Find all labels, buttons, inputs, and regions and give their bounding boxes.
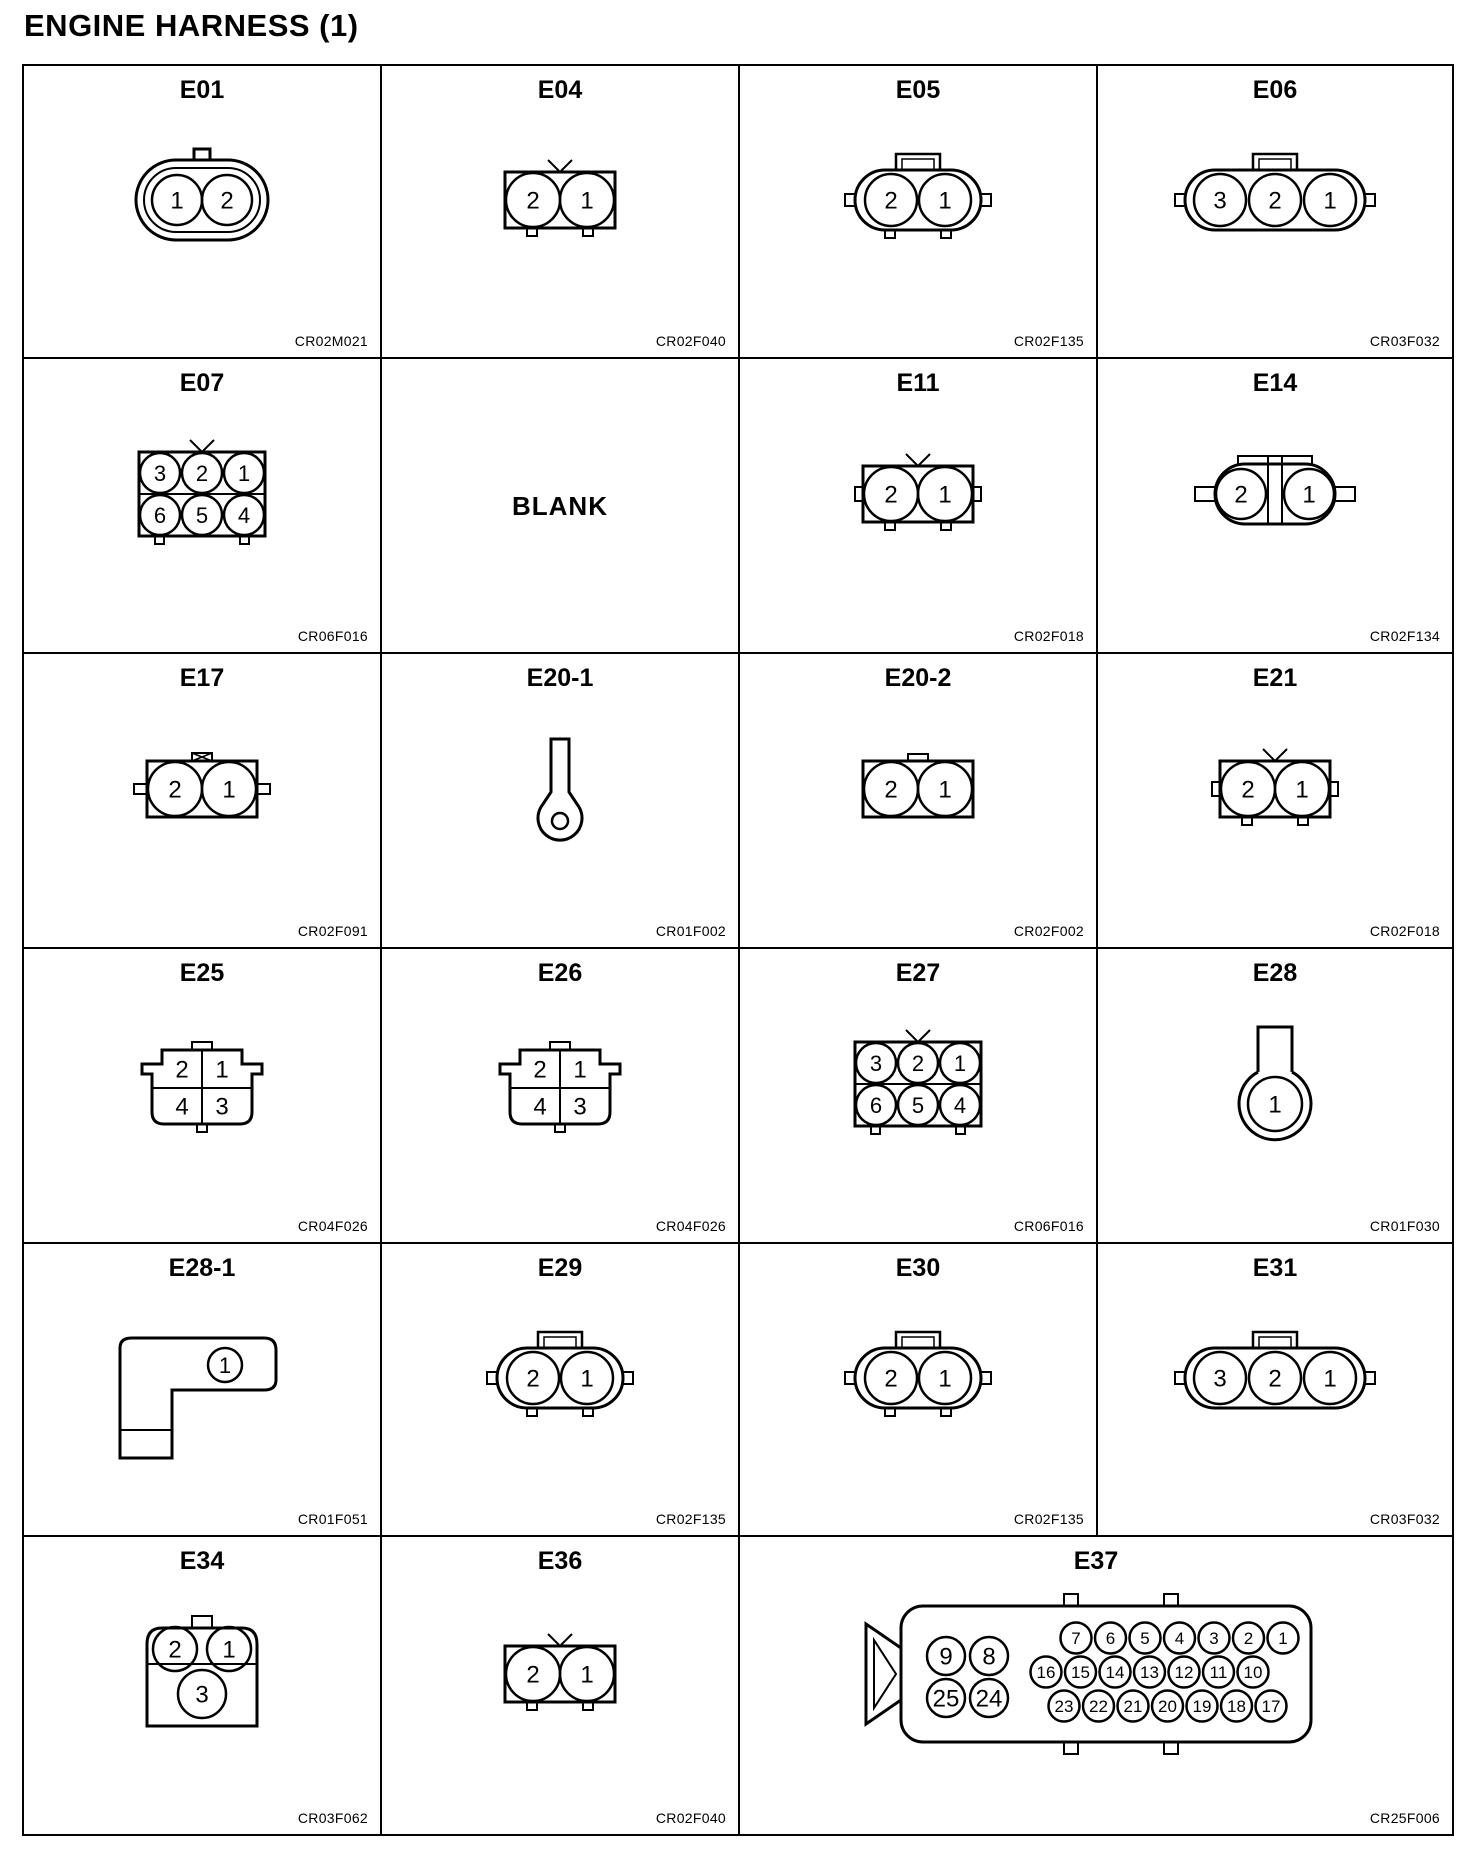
side-ear: [134, 784, 147, 794]
pin-number: 4: [1174, 1628, 1185, 1648]
connector-code: CR06F016: [1013, 1218, 1084, 1234]
connector-diagram: [1098, 1278, 1452, 1478]
side-ear: [1335, 487, 1355, 501]
connector-name: E21: [1252, 664, 1298, 692]
connector-drawing: [1175, 154, 1375, 230]
connector-cell: [382, 1537, 740, 1834]
pin-number: 2: [911, 1050, 925, 1076]
connector-cell: [1098, 949, 1452, 1244]
connector-code: CR02F134: [1369, 628, 1440, 644]
pin-number: 11: [1209, 1662, 1228, 1682]
pin-number: 25: [932, 1685, 960, 1713]
pin-number: 23: [1054, 1696, 1074, 1716]
pin-number: 2: [168, 776, 182, 804]
connector-drawing: [134, 753, 270, 817]
pin-number: 2: [884, 776, 898, 804]
connector-name: E31: [1252, 1254, 1298, 1282]
connector-code: CR04F026: [297, 1218, 368, 1234]
connector-diagram: [382, 984, 740, 1184]
pin-number: 1: [1323, 187, 1337, 215]
connector-diagram: [382, 1278, 740, 1478]
connector-name: E27: [895, 959, 941, 987]
key-mark: [548, 1634, 572, 1646]
connector-code: CR03F032: [1369, 333, 1440, 349]
pin-number: 20: [1158, 1696, 1177, 1716]
connector-cell: [382, 654, 740, 949]
pin-number: 1: [580, 187, 594, 215]
connector-drawing: [855, 454, 981, 530]
pin-number: 13: [1140, 1662, 1159, 1682]
pin-number: 1: [1323, 1365, 1337, 1393]
pin-number: 9: [939, 1643, 953, 1671]
connector-name: E14: [1252, 369, 1298, 397]
pin-number: 12: [1174, 1662, 1194, 1682]
connector-drawing: [487, 1332, 633, 1416]
connector-cell: [24, 1537, 382, 1834]
connector-drawing: [866, 1594, 1311, 1754]
pin-number: 1: [938, 187, 952, 215]
pin-number: 2: [220, 187, 234, 215]
pin-number: 2: [1268, 1365, 1282, 1393]
pin-number: 1: [573, 1056, 587, 1084]
connector-name: E28: [1252, 959, 1298, 987]
connector-name: E29: [537, 1254, 583, 1282]
connector-diagram: [24, 100, 382, 300]
connector-diagram: [1098, 689, 1452, 889]
pin-number: 1: [1268, 1091, 1282, 1119]
locking-tab: [1164, 1594, 1178, 1606]
pin-number: 19: [1192, 1696, 1212, 1716]
pin-number: 3: [573, 1093, 587, 1121]
blank-label: BLANK: [512, 490, 608, 521]
connector-diagram: [382, 100, 740, 300]
connector-cell: [24, 66, 382, 359]
connector-cell: [740, 359, 1098, 654]
connector-code: CR01F002: [655, 923, 726, 939]
connector-cell: [740, 66, 1098, 359]
connector-name: E28-1: [168, 1254, 236, 1282]
connector-name: E06: [1252, 76, 1298, 104]
pin-number: 4: [175, 1093, 189, 1121]
connector-name: E01: [179, 76, 225, 104]
connector-code: CR02M021: [294, 333, 368, 349]
connector-drawing: [120, 1338, 276, 1458]
pin-number: 3: [1209, 1628, 1219, 1648]
connector-cell: [24, 654, 382, 949]
pin-number: 1: [218, 1352, 232, 1378]
pin-number: 3: [1213, 187, 1227, 215]
pin-number: 2: [526, 1365, 540, 1393]
locking-tab: [1064, 1594, 1078, 1606]
pin-number: 3: [195, 1681, 209, 1709]
connector-drawing: [505, 1634, 615, 1710]
pin-number: 1: [170, 187, 184, 215]
pin-number: 3: [215, 1093, 229, 1121]
connector-drawing: [1175, 1332, 1375, 1408]
key-mark: [548, 160, 572, 172]
locking-tab: [1064, 1742, 1078, 1754]
connector-name: E36: [537, 1547, 583, 1575]
connector-cell: [1098, 654, 1452, 949]
connector-name: E30: [895, 1254, 941, 1282]
connector-name: E11: [896, 369, 940, 397]
connector-code: CR25F006: [1369, 1810, 1440, 1826]
pin-number: 3: [869, 1050, 883, 1076]
page-title: ENGINE HARNESS (1): [24, 8, 359, 43]
pin-number: 2: [168, 1636, 182, 1664]
pin-number: 4: [533, 1093, 547, 1121]
pin-number: 15: [1071, 1662, 1090, 1682]
connector-name: E20-1: [526, 664, 594, 692]
latch-inner: [1259, 1337, 1291, 1348]
connector-drawing: [855, 1030, 981, 1134]
connector-drawing: [505, 160, 615, 236]
connector-diagram: [24, 689, 382, 889]
connector-code: CR02F002: [1013, 923, 1084, 939]
latch-inner: [1259, 159, 1291, 170]
pin-number: 1: [1302, 481, 1316, 509]
pin-number: 1: [237, 460, 251, 486]
side-ear: [257, 784, 270, 794]
connector-name: E17: [179, 664, 225, 692]
connector-diagram: [856, 1574, 1336, 1774]
pin-number: 2: [884, 481, 898, 509]
pin-number: 24: [975, 1685, 1003, 1713]
pin-number: 4: [953, 1092, 967, 1118]
ring-terminal: [538, 739, 582, 840]
connector-drawing: [845, 1332, 991, 1416]
connector-drawing: [1239, 1027, 1311, 1140]
connector-diagram: [24, 394, 382, 594]
connector-code: CR03F032: [1369, 1511, 1440, 1527]
pin-number: 2: [526, 187, 540, 215]
latch-tab: [194, 149, 210, 160]
pin-number: 2: [533, 1056, 547, 1084]
pin-number: 1: [215, 1056, 229, 1084]
connector-name: E20-2: [884, 664, 952, 692]
connector-cell: [382, 949, 740, 1244]
latch-inner: [544, 1337, 576, 1348]
connector-cell: [24, 949, 382, 1244]
pin-number: 1: [222, 1636, 236, 1664]
pin-number: 2: [1241, 776, 1255, 804]
center-divider: [1268, 456, 1282, 524]
connector-name: E07: [179, 369, 225, 397]
connector-diagram: [382, 1574, 740, 1774]
guide-arrow: [874, 1640, 896, 1708]
connector-name: E05: [895, 76, 941, 104]
connector-diagram: [1098, 394, 1452, 594]
connector-code: CR06F016: [297, 628, 368, 644]
pin-number: 6: [869, 1092, 883, 1118]
pin-number: 1: [938, 776, 952, 804]
pin-number: 10: [1243, 1662, 1263, 1682]
pin-number: 2: [195, 460, 209, 486]
key-mark: [906, 454, 930, 466]
pin-number: 17: [1261, 1696, 1281, 1716]
connector-code: CR01F030: [1369, 1218, 1440, 1234]
connector-cell: [1098, 66, 1452, 359]
connector-diagram: [382, 689, 740, 889]
pin-number: 14: [1105, 1662, 1125, 1682]
connector-cell: [24, 359, 382, 654]
connector-diagram: [1098, 100, 1452, 300]
connector-cell: [740, 1244, 1098, 1537]
connector-cell: [1098, 359, 1452, 654]
pin-number: 2: [526, 1661, 540, 1689]
connector-drawing: [139, 440, 265, 544]
connector-name: E34: [179, 1547, 225, 1575]
connector-drawing: [538, 739, 582, 840]
pin-number: 7: [1071, 1628, 1081, 1648]
pin-number: 1: [1295, 776, 1309, 804]
connector-diagram: [740, 984, 1098, 1184]
pin-number: 8: [982, 1643, 996, 1671]
connector-code: CR02F018: [1369, 923, 1440, 939]
pin-number: 1: [580, 1365, 594, 1393]
pin-number: 16: [1036, 1662, 1056, 1682]
connector-diagram: [740, 394, 1098, 594]
connector-drawing: [500, 1042, 620, 1132]
connector-cell: [382, 359, 740, 654]
pin-number: 2: [884, 187, 898, 215]
connector-diagram: [740, 1278, 1098, 1478]
connector-cell: [740, 654, 1098, 949]
ring-hole: [552, 813, 568, 829]
connector-drawing: [845, 154, 991, 238]
key-mark: [906, 1030, 930, 1042]
connector-shell: [120, 1338, 276, 1458]
connector-drawing: [147, 1616, 257, 1726]
connector-code: CR02F040: [655, 333, 726, 349]
connector-drawing: [1195, 456, 1355, 524]
connector-name: E37: [1073, 1547, 1119, 1575]
pin-number: 2: [884, 1365, 898, 1393]
pin-number: 5: [1140, 1628, 1150, 1648]
connector-diagram: [24, 1574, 382, 1774]
pin-number: 1: [222, 776, 236, 804]
connector-code: CR02F091: [297, 923, 368, 939]
connector-name: E26: [537, 959, 583, 987]
connector-diagram: [1098, 984, 1452, 1184]
pin-number: 5: [195, 502, 209, 528]
connector-code: CR02F040: [655, 1810, 726, 1826]
pin-number: 2: [1234, 481, 1248, 509]
pin-number: 1: [938, 481, 952, 509]
connector-cell: [740, 1537, 1452, 1834]
key-mark: [1263, 749, 1287, 761]
locking-tab: [1164, 1742, 1178, 1754]
connector-diagram: [24, 984, 382, 1184]
pin-number: 4: [237, 502, 251, 528]
connector-drawing: [1212, 749, 1338, 825]
pin-number: 1: [953, 1050, 967, 1076]
connector-code: CR02F135: [655, 1511, 726, 1527]
connector-drawing: [142, 1042, 262, 1132]
connector-drawing: [863, 754, 973, 817]
latch-tab: [192, 1616, 212, 1628]
connector-diagram: [24, 1278, 382, 1478]
pin-number: 2: [175, 1056, 189, 1084]
latch-inner: [902, 159, 934, 170]
connector-shell: [147, 1628, 257, 1726]
connector-code: CR02F018: [1013, 628, 1084, 644]
pin-number: 1: [938, 1365, 952, 1393]
connector-shell: [1215, 464, 1335, 524]
pin-number: 1: [580, 1661, 594, 1689]
pin-number: 21: [1123, 1696, 1143, 1716]
connector-cell: [740, 949, 1098, 1244]
pin-number: 2: [1243, 1628, 1254, 1648]
connector-code: CR02F135: [1013, 1511, 1084, 1527]
latch-inner: [902, 1337, 934, 1348]
pin-number: 22: [1089, 1696, 1108, 1716]
connector-cell: [382, 1244, 740, 1537]
pin-number: 6: [153, 502, 167, 528]
connector-cell: [382, 66, 740, 359]
key-mark: [190, 440, 214, 452]
connector-code: CR04F026: [655, 1218, 726, 1234]
pin-number: 1: [1278, 1628, 1288, 1648]
pin-number: 2: [1268, 187, 1282, 215]
pin-number: 18: [1227, 1696, 1246, 1716]
connector-cell: [1098, 1244, 1452, 1537]
connector-code: CR01F051: [297, 1511, 368, 1527]
connector-name: E04: [537, 76, 583, 104]
connector-diagram: [740, 100, 1098, 300]
connector-drawing: [136, 149, 268, 240]
connector-code: CR02F135: [1013, 333, 1084, 349]
connector-name: E25: [179, 959, 225, 987]
connector-grid: [22, 64, 1454, 1836]
connector-diagram: [740, 689, 1098, 889]
side-ear: [1195, 487, 1215, 501]
connector-code: CR03F062: [297, 1810, 368, 1826]
pin-number: 5: [911, 1092, 925, 1118]
pin-number: 3: [153, 460, 167, 486]
connector-neck: [1258, 1027, 1292, 1072]
pin-number: 6: [1105, 1628, 1116, 1648]
pin-number: 3: [1213, 1365, 1227, 1393]
connector-cell: [24, 1244, 382, 1537]
